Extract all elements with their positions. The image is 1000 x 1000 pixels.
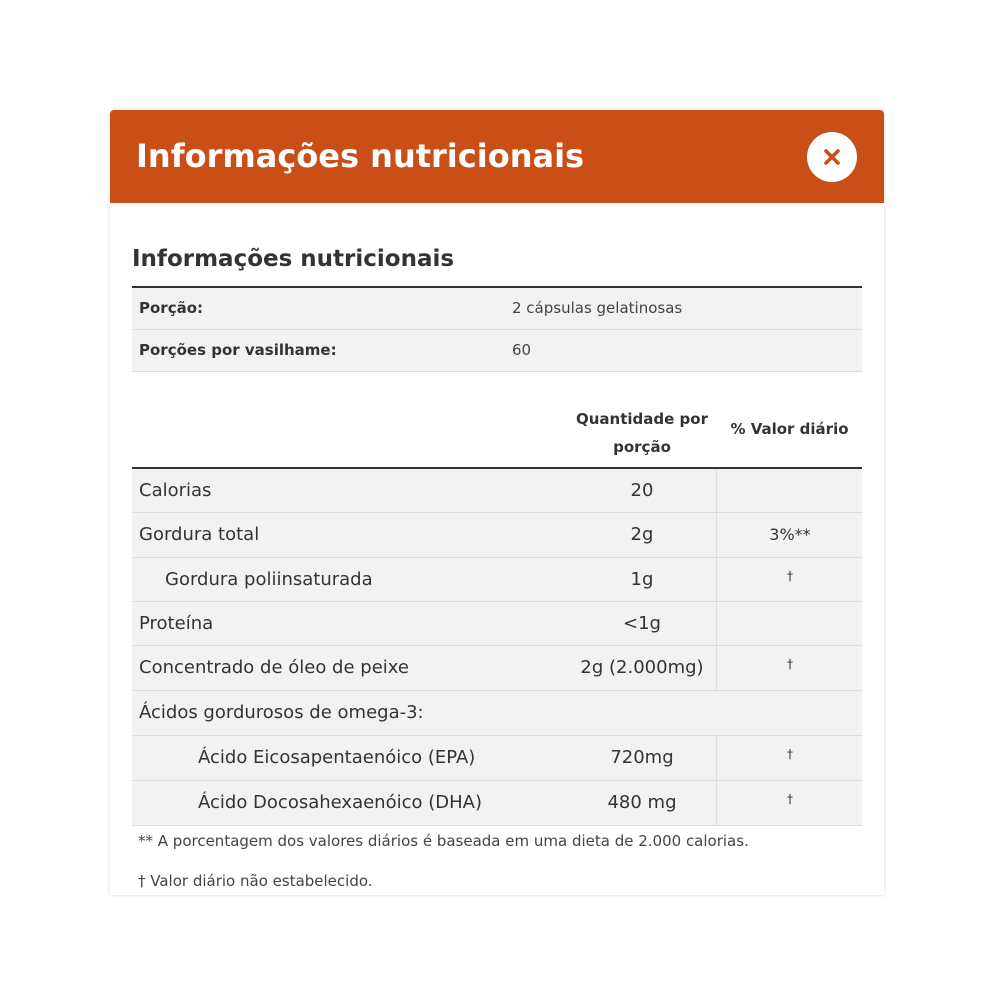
- serving-label: Porção:: [139, 299, 204, 317]
- nutrient-group-name: Ácidos gordurosos de omega-3:: [139, 702, 424, 723]
- nutrient-quantity: 480 mg: [607, 792, 677, 813]
- nutrient-daily-value: †: [716, 646, 863, 690]
- modal-title: Informações nutricionais: [136, 137, 585, 175]
- nutrient-quantity: 2g (2.000mg): [580, 657, 704, 678]
- quantity-header-line2: porção: [613, 438, 671, 456]
- nutrient-daily-value: [716, 469, 863, 512]
- nutrient-quantity: 1g: [630, 569, 654, 590]
- nutrient-daily-value: 3%**: [716, 513, 863, 557]
- nutrient-quantity: 20: [630, 480, 654, 501]
- table-row: [132, 691, 862, 736]
- table-row: [132, 602, 862, 646]
- servings-per-container-row: [132, 330, 862, 372]
- section-title: Informações nutricionais: [132, 246, 455, 272]
- table-row: [132, 646, 862, 691]
- nutrient-name: Ácido Eicosapentaenóico (EPA): [198, 747, 476, 768]
- nutrient-table-body: [132, 469, 862, 826]
- table-row: [132, 513, 862, 558]
- serving-row: [132, 288, 862, 330]
- footnote-dagger: † Valor diário não estabelecido.: [138, 872, 373, 890]
- close-button[interactable]: [807, 132, 857, 182]
- nutrient-name: Gordura poliinsaturada: [165, 569, 373, 590]
- nutrient-quantity: 2g: [630, 524, 654, 545]
- nutrient-daily-value: †: [716, 781, 863, 825]
- nutrient-name: Proteína: [139, 613, 214, 634]
- nutrient-name: Gordura total: [139, 524, 260, 545]
- modal-header: [110, 110, 884, 203]
- serving-value: 2 cápsulas gelatinosas: [512, 299, 683, 317]
- servings-per-container-value: 60: [512, 341, 532, 359]
- nutrient-name: Concentrado de óleo de peixe: [139, 657, 409, 678]
- nutrient-daily-value: †: [716, 558, 863, 601]
- nutrient-daily-value: [716, 602, 863, 645]
- daily-value-column-header: % Valor diário: [730, 420, 849, 438]
- nutrient-daily-value: †: [716, 736, 863, 780]
- nutrient-quantity: 720mg: [610, 747, 674, 768]
- close-icon: [822, 147, 842, 167]
- nutrient-table-header: [132, 405, 862, 469]
- table-row: [132, 736, 862, 781]
- table-row: [132, 781, 862, 826]
- quantity-column-header: [557, 405, 727, 461]
- serving-table: [132, 286, 862, 372]
- quantity-header-line1: Quantidade por: [576, 410, 708, 428]
- nutrient-name: Ácido Docosahexaenóico (DHA): [198, 792, 482, 813]
- nutrition-modal: [110, 110, 884, 895]
- footnote-daily-values: ** A porcentagem dos valores diários é baseada em uma dieta de 2.000 calorias.: [138, 832, 749, 850]
- table-row: [132, 558, 862, 602]
- nutrient-name: Calorias: [139, 480, 212, 501]
- nutrient-quantity: <1g: [623, 613, 661, 634]
- servings-per-container-label: Porções por vasilhame:: [139, 341, 337, 359]
- table-row: [132, 469, 862, 513]
